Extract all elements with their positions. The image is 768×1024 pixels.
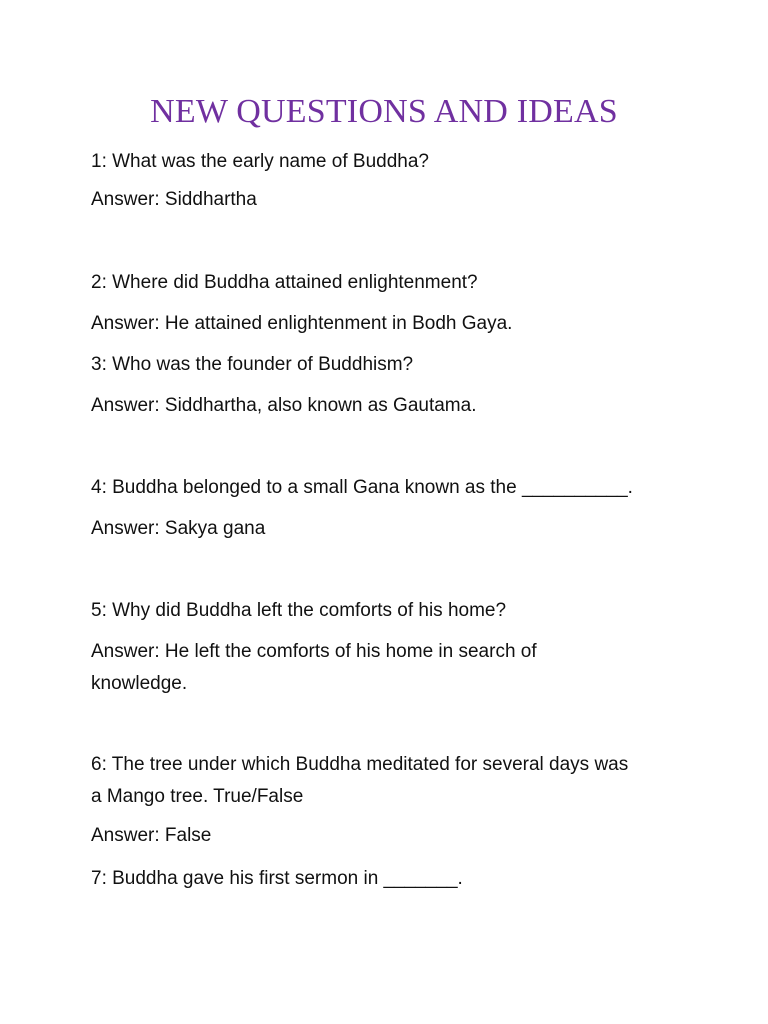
answer-5-line-2: knowledge. (91, 673, 188, 694)
question-6-line-1: 6: The tree under which Buddha meditated for several days was (91, 754, 629, 775)
answer-3: Answer: Siddhartha, also known as Gautama. (91, 395, 477, 416)
question-4: 4: Buddha belonged to a small Gana known as the __________. (91, 477, 633, 498)
page-title: NEW QUESTIONS AND IDEAS (150, 93, 618, 130)
answer-4: Answer: Sakya gana (91, 518, 266, 539)
answer-2: Answer: He attained enlightenment in Bodh Gaya. (91, 313, 513, 334)
question-3: 3: Who was the founder of Buddhism? (91, 354, 414, 375)
question-2: 2: Where did Buddha attained enlightenment? (91, 272, 478, 293)
answer-1: Answer: Siddhartha (91, 189, 257, 210)
question-1: 1: What was the early name of Buddha? (91, 151, 429, 172)
question-6-line-2: a Mango tree. True/False (91, 786, 304, 807)
question-7: 7: Buddha gave his first sermon in _______. (91, 868, 463, 889)
answer-5-line-1: Answer: He left the comforts of his home in search of (91, 641, 537, 662)
question-5: 5: Why did Buddha left the comforts of his home? (91, 600, 507, 621)
answer-6: Answer: False (91, 825, 212, 846)
